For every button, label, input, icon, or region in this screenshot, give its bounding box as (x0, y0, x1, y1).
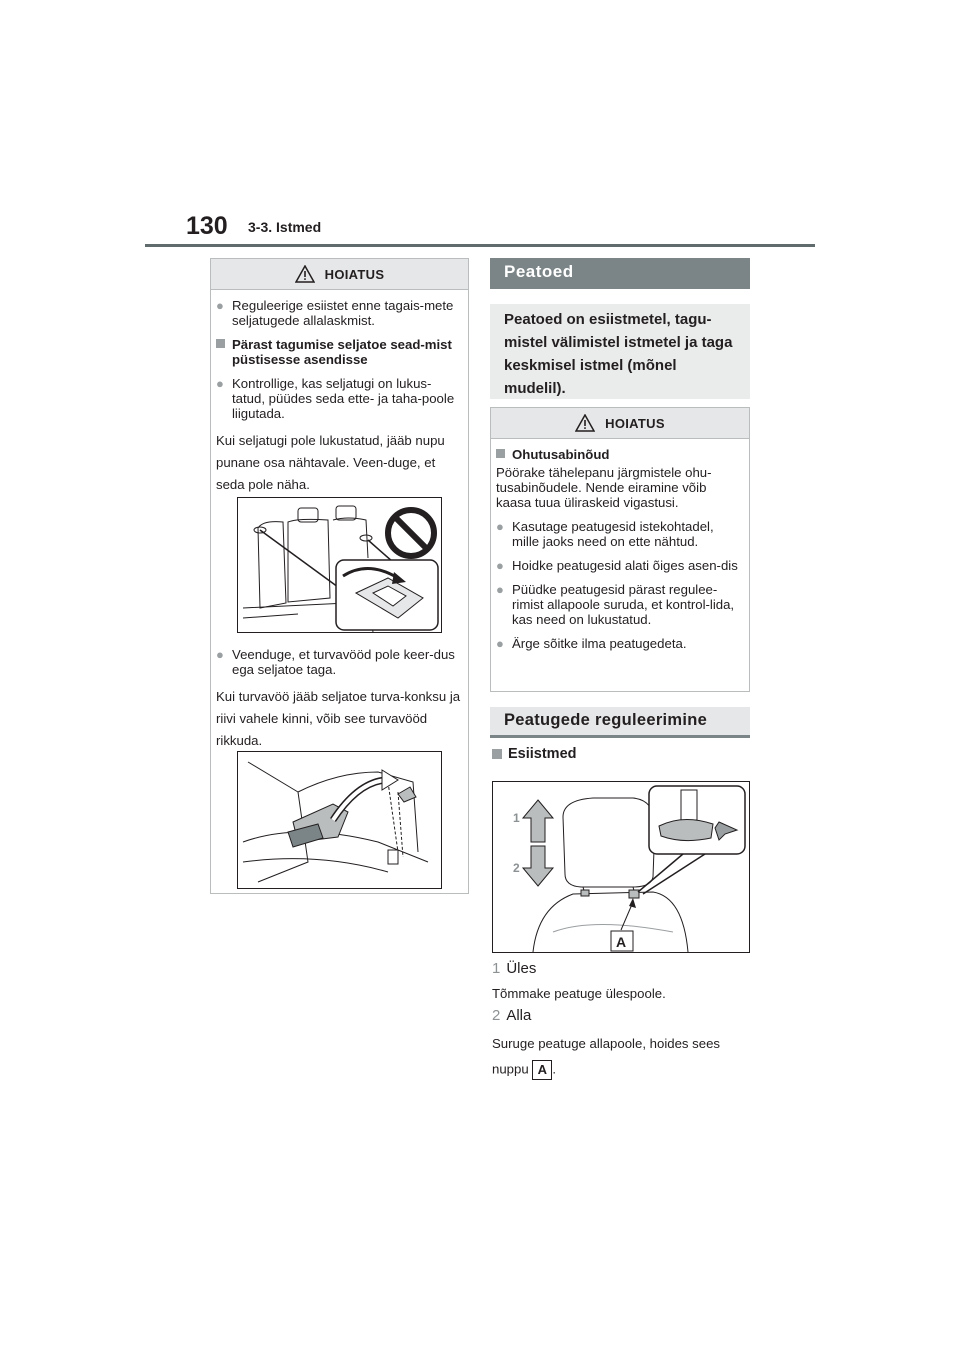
item-text: Kontrollige, kas seljatugi on lukus-tatud, püüdes seda ette- ja taha-poole liigutada. (232, 376, 455, 421)
item-text: Kasutage peatugesid istekohtadel, mille jaoks need on ette nähtud. (512, 519, 714, 549)
square-bullet-icon (496, 447, 512, 462)
bullet-icon: ● (216, 376, 224, 391)
sub-heading (496, 447, 744, 462)
callout-a-inline: A (532, 1060, 552, 1080)
step-2-description: Suruge peatuge allapoole, hoides sees (492, 1036, 721, 1051)
seatback-lock-illustration (238, 498, 441, 632)
warning-header (211, 259, 468, 290)
heading-text: Pärast tagumise seljatoe sead-mist püstisesse asendisse (232, 337, 452, 367)
warning-title: HOIATUS (605, 415, 665, 431)
headrest-adjust-figure (492, 781, 750, 953)
bullet-icon: ● (496, 636, 504, 651)
seatbelt-illustration (238, 752, 441, 888)
item-text: Hoidke peatugesid alati õiges asen-dis (512, 558, 738, 573)
step-number: 1 (492, 960, 501, 977)
square-bullet-icon (216, 337, 232, 367)
step-2-text: nuppu (492, 1061, 529, 1077)
list-item (496, 558, 744, 573)
seatback-lock-figure (237, 497, 442, 633)
arrow-label-1: 1 (513, 811, 520, 825)
list-item (216, 298, 463, 328)
paragraph: Pöörake tähelepanu järgmistele ohu-tusabinõudele. Nende eiramine võib kaasa tuua üliraskeid vigastusi. (496, 465, 712, 510)
sub-heading (216, 337, 463, 367)
list-item (496, 582, 744, 627)
list-item (216, 647, 463, 677)
step-label: Alla (506, 1007, 532, 1024)
item-text: Ärge sõitke ilma peatugedeta. (512, 636, 687, 651)
list-item (496, 636, 744, 651)
headrest-illustration (493, 782, 749, 952)
paragraph: Kui turvavöö jääb seljatoe turva-konksu ja riivi vahele kinni, võib see turvavööd rikkuda. (216, 689, 461, 748)
square-bullet-icon (492, 749, 502, 759)
list-item (216, 376, 463, 421)
paragraph: Kui seljatugi pole lukustatud, jääb nupu punane osa nähtavale. Veen-duge, et seda pole näha. (216, 433, 445, 492)
section-reference: 3-3. Istmed (248, 219, 322, 235)
left-warning-box (210, 258, 469, 894)
warning-triangle-icon (575, 414, 595, 432)
step-2-description-line2 (492, 1060, 556, 1080)
callout-a: A (616, 934, 627, 950)
sub-heading-front-seats (492, 746, 577, 762)
warning-header (491, 408, 749, 439)
bullet-icon: ● (216, 647, 224, 662)
bullet-icon: ● (496, 519, 504, 534)
item-text: Reguleerige esiistet enne tagais-mete seljatugede allalaskmist. (232, 298, 454, 328)
step-2 (492, 1007, 531, 1024)
warning-title: HOIATUS (324, 266, 385, 282)
warning-triangle-icon (295, 265, 315, 283)
section-title-headrests: Peatoed (490, 258, 750, 289)
intro-box: Peatoed on esiistmetel, tagu-mistel välimistel istmetel ja taga keskmisel istmel (mõnel mudelil). (490, 304, 750, 399)
header-divider (145, 244, 815, 247)
right-warning-box (490, 407, 750, 692)
heading-text: Ohutusabinõud (512, 447, 610, 462)
step-1 (492, 960, 536, 977)
item-text: Veenduge, et turvavööd pole keer-dus ega seljatoe taga. (232, 647, 455, 677)
step-number: 2 (492, 1007, 501, 1024)
list-item (496, 519, 744, 549)
arrow-label-2: 2 (513, 861, 520, 875)
step-2-end: . (552, 1061, 557, 1077)
sub-heading-text: Esiistmed (508, 746, 577, 762)
section-title-adjustment: Peatugede reguleerimine (490, 707, 750, 738)
bullet-icon: ● (216, 298, 224, 313)
bullet-icon: ● (496, 582, 504, 597)
step-1-description: Tõmmake peatuge ülespoole. (492, 986, 666, 1001)
page-number: 130 (186, 212, 228, 240)
seatbelt-figure (237, 751, 442, 889)
bullet-icon: ● (496, 558, 504, 573)
item-text: Püüdke peatugesid pärast regulee-rimist allapoole suruda, et kontrol-lida, kas need on lukustatud. (512, 582, 735, 627)
step-label: Üles (506, 960, 537, 977)
